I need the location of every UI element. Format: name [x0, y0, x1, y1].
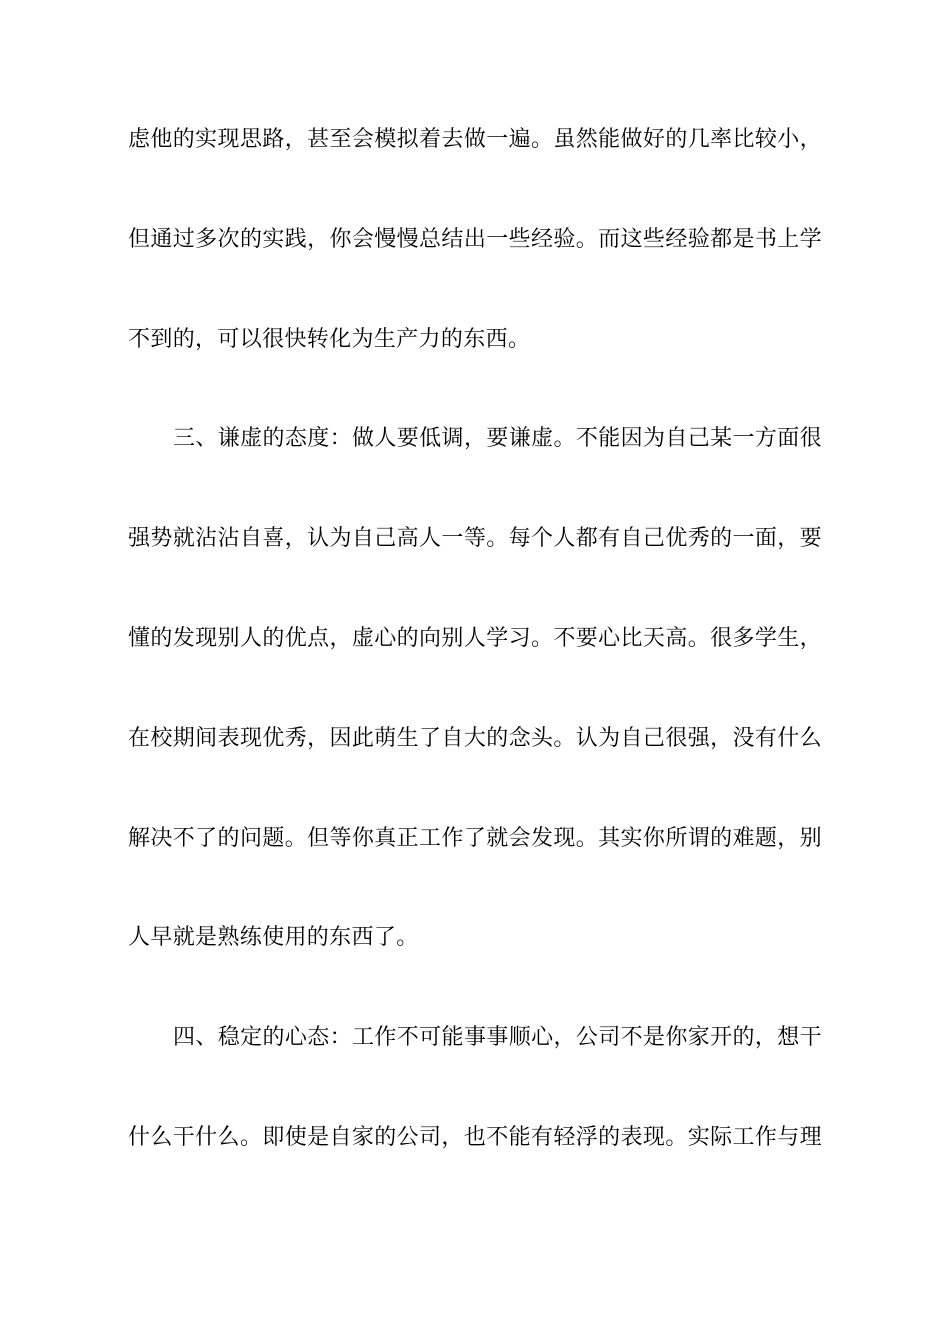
- text-line: 但通过多次的实践，你会慢慢总结出一些经验。而这些经验都是书上学: [128, 227, 822, 252]
- text-line: 懂的发现别人的优点，虚心的向别人学习。不要心比天高。很多学生，: [128, 626, 822, 651]
- text-line: 不到的，可以很快转化为生产力的东西。: [128, 327, 531, 352]
- section-heading-line: 三、谦虚的态度：做人要低调，要谦虚。不能因为自己某一方面很: [173, 426, 822, 451]
- text-line: 在校期间表现优秀，因此萌生了自大的念头。认为自己很强，没有什么: [128, 726, 822, 751]
- text-line: 虑他的实现思路，甚至会模拟着去做一遍。虽然能做好的几率比较小，: [128, 127, 822, 152]
- text-line: 人早就是熟练使用的东西了。: [128, 925, 419, 950]
- text-line: 强势就沾沾自喜，认为自己高人一等。每个人都有自己优秀的一面，要: [128, 526, 822, 551]
- section-heading-line: 四、稳定的心态：工作不可能事事顺心，公司不是你家开的，想干: [173, 1025, 822, 1050]
- text-line: 什么干什么。即使是自家的公司，也不能有轻浮的表现。实际工作与理: [128, 1125, 822, 1150]
- text-line: 解决不了的问题。但等你真正工作了就会发现。其实你所谓的难题，别: [128, 826, 822, 851]
